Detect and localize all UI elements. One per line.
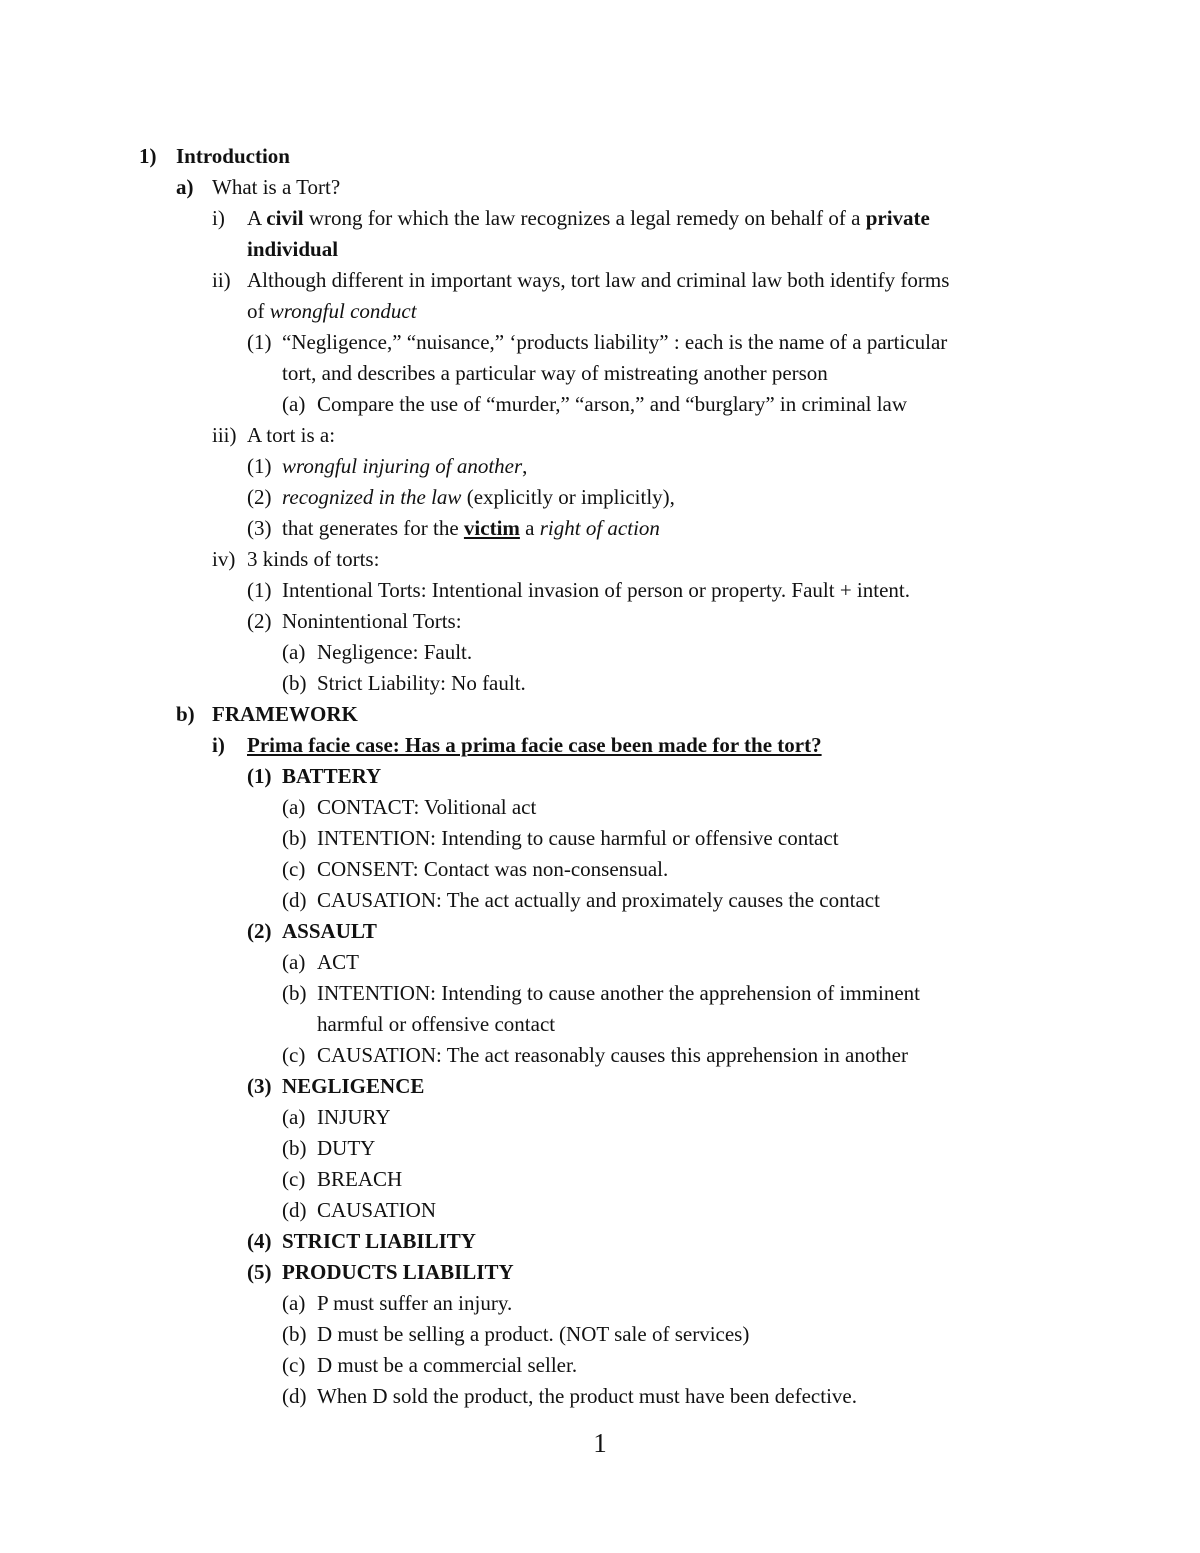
list-number: (4) <box>247 1229 272 1253</box>
page-number: 1 <box>593 1428 607 1458</box>
list-number: (1) <box>247 454 272 478</box>
item-text: Nonintentional Torts: <box>282 609 462 633</box>
item-text: DUTY <box>317 1136 376 1160</box>
list-number: (b) <box>282 1136 307 1160</box>
subsection-title: FRAMEWORK <box>212 702 358 726</box>
item-text <box>247 203 930 234</box>
list-number: (c) <box>282 857 306 881</box>
list-number: (b) <box>282 981 307 1005</box>
item-text: Compare the use of “murder,” “arson,” and “burglary” in criminal law <box>317 392 908 416</box>
list-number: (a) <box>282 392 306 416</box>
list-number: (1) <box>247 330 272 354</box>
text: that generates for the <box>282 516 464 540</box>
list-number: (3) <box>247 1074 272 1098</box>
list-number: (2) <box>247 609 272 633</box>
list-number: ii) <box>212 268 231 292</box>
item-text <box>282 451 527 482</box>
item-text: CONSENT: Contact was non-consensual. <box>317 857 669 881</box>
bold-underlined-term: victim <box>463 516 520 540</box>
item-text: ACT <box>317 950 359 974</box>
list-number: (1) <box>247 764 272 788</box>
list-number: a) <box>176 175 194 199</box>
item-text <box>247 296 417 327</box>
subsection-title: What is a Tort? <box>212 175 341 199</box>
list-number: (b) <box>282 826 307 850</box>
item-text: CAUSATION <box>317 1198 437 1222</box>
item-text: Strict Liability: No fault. <box>317 671 526 695</box>
list-number: (b) <box>282 1322 307 1346</box>
item-text: 3 kinds of torts: <box>247 547 380 571</box>
item-text: When D sold the product, the product must have been defective. <box>317 1384 857 1408</box>
item-text <box>282 513 660 544</box>
list-number: (3) <box>247 516 272 540</box>
item-text: P must suffer an injury. <box>317 1291 513 1315</box>
list-number: (a) <box>282 795 306 819</box>
text: a <box>519 516 540 540</box>
item-text: D must be a commercial seller. <box>317 1353 578 1377</box>
item-text: A tort is a: <box>247 423 336 447</box>
text: A <box>247 206 267 230</box>
italic-term: right of action <box>539 516 660 540</box>
list-number: (c) <box>282 1353 306 1377</box>
section-title: Introduction <box>176 144 290 168</box>
list-number: (c) <box>282 1167 306 1191</box>
item-text: CONTACT: Volitional act <box>317 795 537 819</box>
list-number: 1) <box>139 144 157 168</box>
list-number: (a) <box>282 1105 306 1129</box>
list-number: iv) <box>212 547 236 571</box>
list-number: i) <box>212 733 225 757</box>
item-text: CAUSATION: The act actually and proximately causes the contact <box>317 888 880 912</box>
italic-term: recognized in the law <box>282 485 462 509</box>
list-number: (d) <box>282 1384 307 1408</box>
text: of <box>247 299 270 323</box>
item-text: Negligence: Fault. <box>317 640 473 664</box>
text: (explicitly or implicitly), <box>461 485 675 509</box>
list-number: (d) <box>282 1198 307 1222</box>
item-text: CAUSATION: The act reasonably causes this apprehension in another <box>317 1043 908 1067</box>
list-number: (a) <box>282 640 306 664</box>
italic-term: wrongful conduct <box>269 299 417 323</box>
item-text: INTENTION: Intending to cause harmful or offensive contact <box>317 826 839 850</box>
tort-title: STRICT LIABILITY <box>282 1229 476 1253</box>
list-number: (a) <box>282 950 306 974</box>
tort-title: ASSAULT <box>282 919 377 943</box>
list-number: (5) <box>247 1260 272 1284</box>
item-text <box>282 482 675 513</box>
list-number: (a) <box>282 1291 306 1315</box>
italic-term: wrongful injuring of another <box>282 454 523 478</box>
item-text: BREACH <box>317 1167 403 1191</box>
item-text: tort, and describes a particular way of mistreating another person <box>282 361 828 385</box>
list-number: (1) <box>247 578 272 602</box>
item-text: INTENTION: Intending to cause another the apprehension of imminent <box>317 981 920 1005</box>
list-number: (2) <box>247 485 272 509</box>
tort-title: PRODUCTS LIABILITY <box>282 1260 514 1284</box>
framework-question: Prima facie case: Has a prima facie case been made for the tort? <box>247 733 822 757</box>
list-number: b) <box>176 702 195 726</box>
list-number: (2) <box>247 919 272 943</box>
item-text: harmful or offensive contact <box>317 1012 556 1036</box>
text: wrong for which the law recognizes a legal remedy on behalf of a <box>303 206 866 230</box>
list-number: (b) <box>282 671 307 695</box>
list-number: (d) <box>282 888 307 912</box>
list-number: (c) <box>282 1043 306 1067</box>
tort-title: BATTERY <box>282 764 382 788</box>
list-number: iii) <box>212 423 237 447</box>
item-text: Intentional Torts: Intentional invasion of person or property. Fault + intent. <box>282 578 911 602</box>
tort-title: NEGLIGENCE <box>282 1074 425 1098</box>
text: , <box>522 454 528 478</box>
list-number: i) <box>212 206 225 230</box>
item-text: D must be selling a product. (NOT sale of services) <box>317 1322 750 1346</box>
item-text: INJURY <box>317 1105 391 1129</box>
bold-term: private <box>865 206 930 230</box>
bold-term: individual <box>247 237 339 261</box>
item-text: “Negligence,” “nuisance,” ‘products liability” : each is the name of a particular <box>282 330 948 354</box>
bold-term: civil <box>266 206 304 230</box>
item-text: Although different in important ways, tort law and criminal law both identify forms <box>247 268 950 292</box>
